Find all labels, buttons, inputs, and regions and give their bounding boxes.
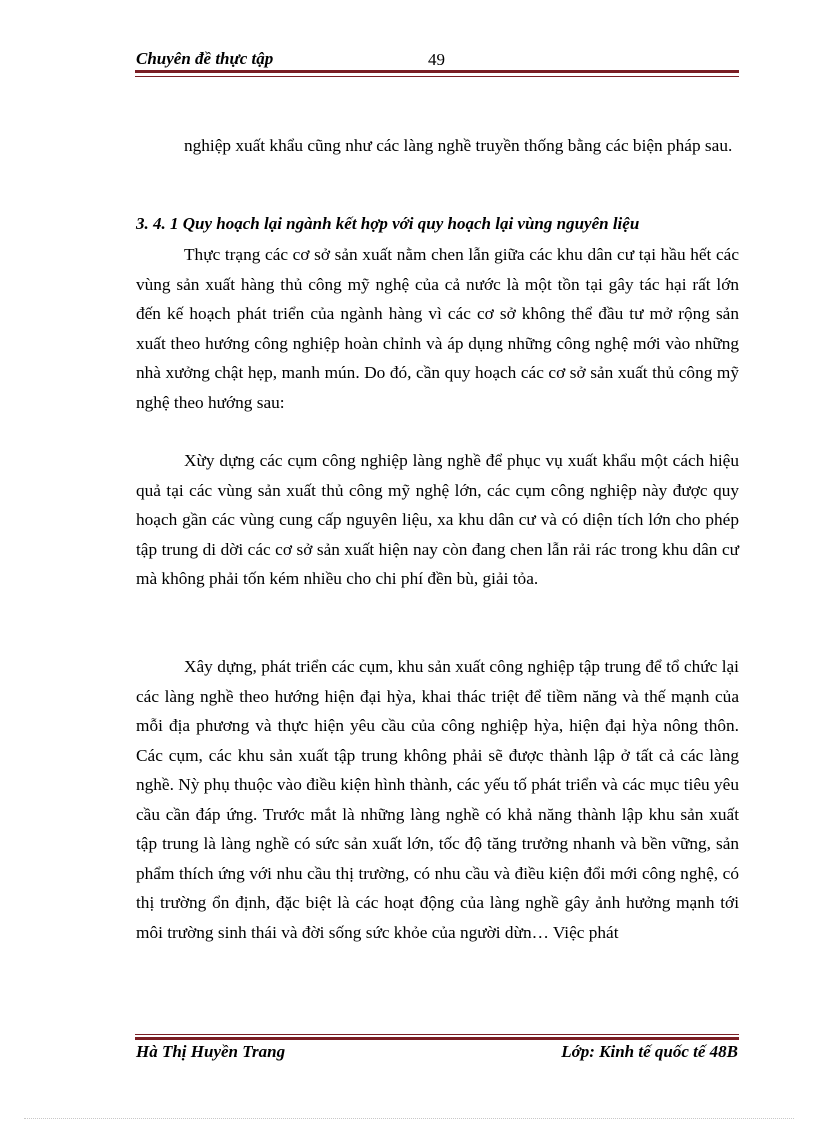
paragraph-3-block <box>136 652 739 947</box>
footer-author: Hà Thị Huyền Trang <box>136 1042 286 1061</box>
paragraph-2-block <box>136 446 739 594</box>
header-rule-thick <box>135 70 739 73</box>
paragraph-1: Thực trạng các cơ sở sản xuất nằm chen lẫn giữa các khu dân cư tại hầu hết các vùng sản xuất hàng thủ công mỹ nghệ của cả nước là một tồn tại gây tác hại rất lớn đến kế hoạch phát triển của ngành hàng vì các cơ sở không thể đầu tư mở rộng sản xuất theo hướng công nghiệp hoàn chỉnh và áp dụng những công nghệ mới vào những nhà xưởng chật hẹp, manh mún. Do đó, cần quy hoạch các cơ sở sản xuất thủ công mỹ nghệ theo hướng sau: <box>136 245 739 412</box>
footer-rule-thick <box>135 1037 739 1040</box>
page-number: 49 <box>428 50 445 69</box>
footer-rule-thin <box>135 1034 739 1035</box>
header-title: Chuyên đề thực tập <box>136 49 274 68</box>
footer-class: Lớp: Kinh tế quốc tế 48B <box>561 1042 738 1061</box>
header-rule-thin <box>135 76 739 77</box>
intro-text: nghiệp xuất khẩu cũng như các làng nghề truyền thống bằng các biện pháp sau. <box>184 136 733 155</box>
intro-paragraph <box>136 131 739 161</box>
paragraph-3: Xây dựng, phát triển các cụm, khu sản xuất công nghiệp tập trung để tổ chức lại các làng nghề theo hướng hiện đại hỳa, khai thác triệt để tiềm năng và thế mạnh của mỗi địa phương và thực hiện yêu cầu của công nghiệp hỳa, hiện đại hỳa nông thôn. Các cụm, các khu sản xuất tập trung không phải sẽ được thành lập ở tất cả các làng nghề. Nỳ phụ thuộc vào điều kiện hình thành, các yếu tố phát triển và các mục tiêu yêu cầu cần đáp ứng. Trước mắt là những làng nghề có khả năng thành lập khu sản xuất tập trung là làng nghề có sức sản xuất lớn, tốc độ tăng trưởng nhanh và bền vững, sản phẩm thích ứng với nhu cầu thị trường, có nhu cầu và điều kiện đổi mới công nghệ, có thị trường ổn định, đặc biệt là các hoạt động của làng nghề gây ảnh hưởng mạnh tới môi trường sinh thái và đời sống sức khỏe của người dừn… Việc phát <box>136 657 739 942</box>
page-bottom-border <box>24 1118 794 1119</box>
paragraph-1-block <box>136 240 739 417</box>
paragraph-2: Xừy dựng các cụm công nghiệp làng nghề để phục vụ xuất khẩu một cách hiệu quả tại các vùng sản xuất thủ công mỹ nghệ lớn, các cụm công nghiệp này được quy hoạch gần các vùng cung cấp nguyên liệu, xa khu dân cư và có diện tích lớn cho phép tập trung di dời các cơ sở sản xuất hiện nay còn đang chen lẫn rải rác trong khu dân cư mà không phải tốn kém nhiều cho chi phí đền bù, giải tỏa. <box>136 451 739 588</box>
section-heading: 3. 4. 1 Quy hoạch lại ngành kết hợp với quy hoạch lại vùng nguyên liệu <box>136 214 640 233</box>
